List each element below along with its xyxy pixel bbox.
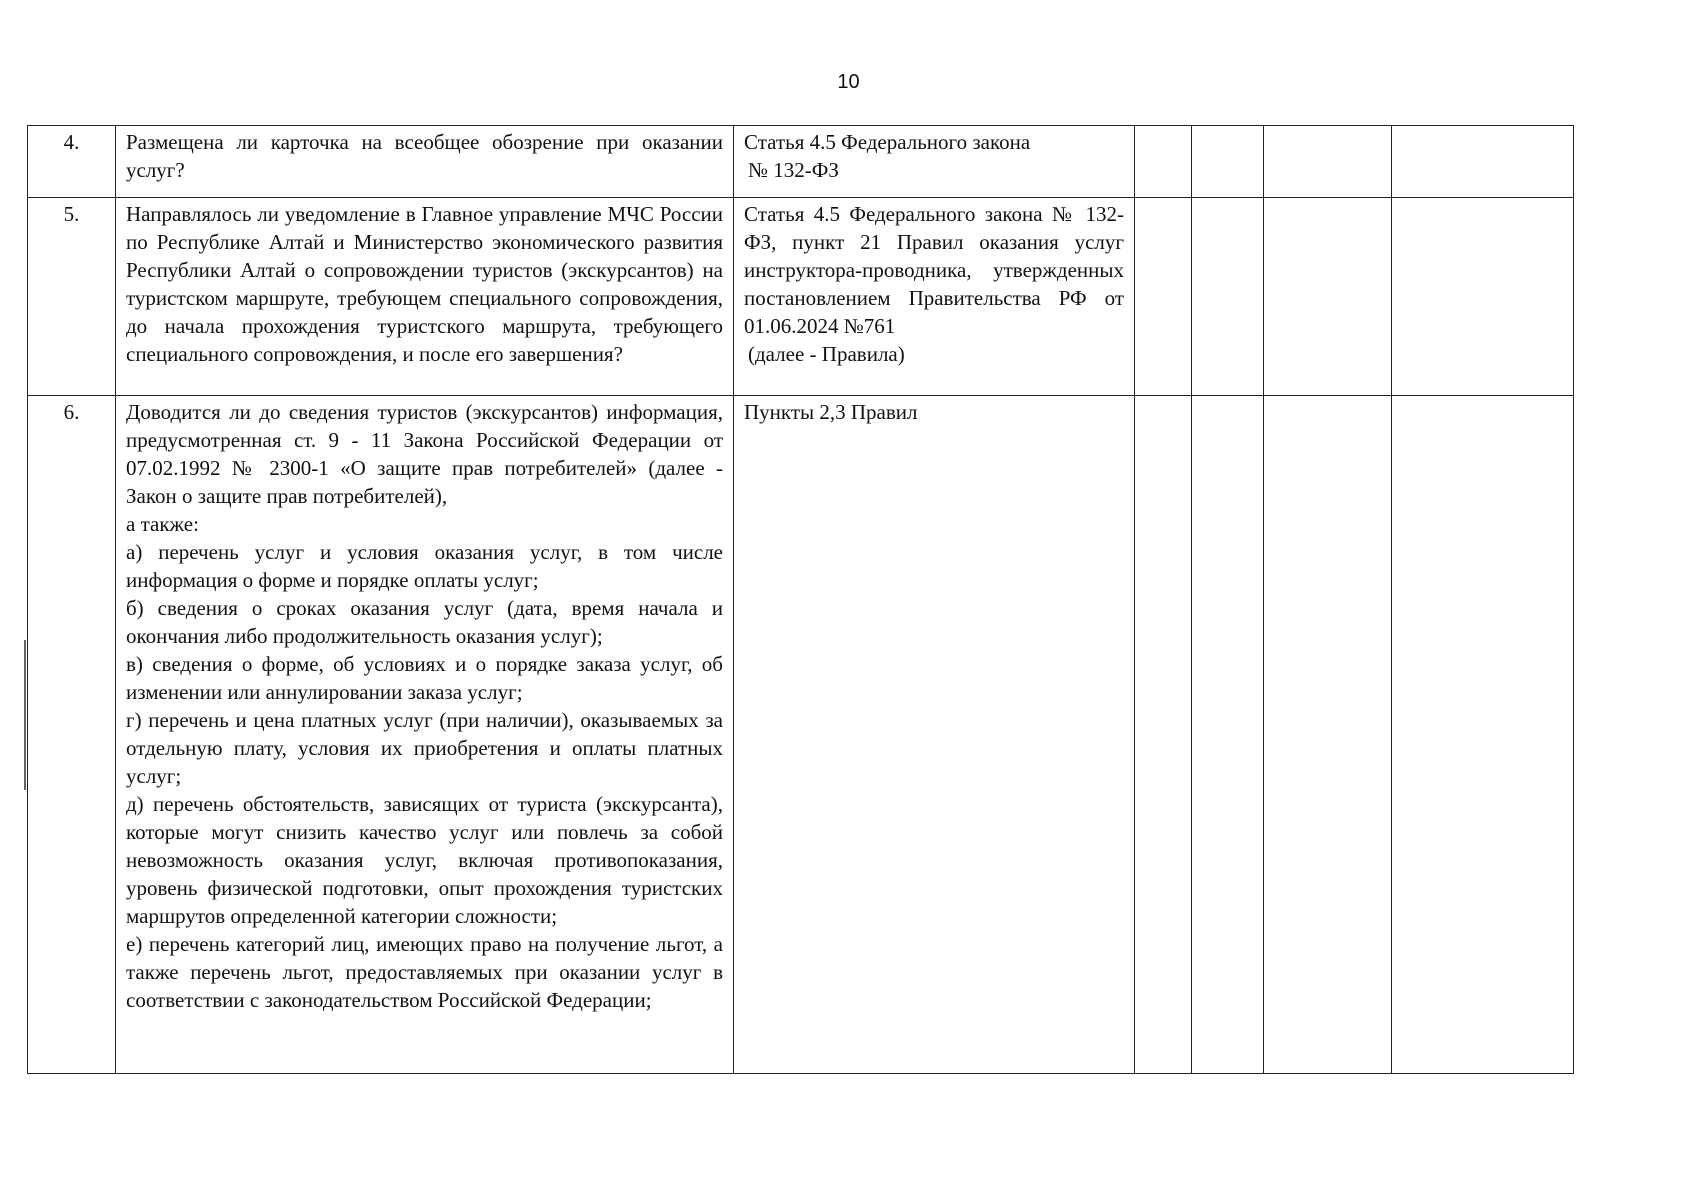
empty-cell [1135, 396, 1192, 1074]
row-number: 5. [28, 198, 116, 396]
row-number: 6. [28, 396, 116, 1074]
legal-basis-text: № 132-ФЗ [748, 158, 839, 182]
legal-basis-text: Статья 4.5 Федерального закона № 132-ФЗ, пункт 21 Правил оказания услуг инструктора-проводника, утвержденных постановлением Правительства РФ от 01.06.2024 №761 [744, 202, 1124, 338]
question-item-d: г) перечень и цена платных услуг (при наличии), оказываемых за отдельную плату, условия их приобретения и оплаты платных услуг; [126, 708, 723, 788]
empty-cell [1135, 126, 1192, 198]
table-row [28, 396, 1574, 1074]
question-item-a: а) перечень услуг и условия оказания услуг, в том числе информация о форме и порядке оплаты услуг; [126, 540, 723, 592]
question-item-b: б) сведения о сроках оказания услуг (дата, время начала и окончания либо продолжительность оказания услуг); [126, 596, 723, 648]
empty-cell [1392, 198, 1574, 396]
row-number: 4. [28, 126, 116, 198]
question-item-c: в) сведения о форме, об условиях и о порядке заказа услуг, об изменении или аннулировании заказа услуг; [126, 652, 723, 704]
legal-basis-cell [734, 126, 1135, 198]
question-cell [116, 126, 734, 198]
scan-margin-mark [24, 640, 26, 790]
legal-basis-cell [734, 396, 1135, 1074]
empty-cell [1392, 396, 1574, 1074]
question-text: Размещена ли карточка на всеобщее обозрение при оказании услуг? [126, 130, 723, 182]
table-row [28, 126, 1574, 198]
question-item-e: д) перечень обстоятельств, зависящих от туриста (экскурсанта), которые могут снизить качество услуг или повлечь за собой невозможность оказания услуг, включая противопоказания, уровень физической подготовки, опыт прохождения туристских маршрутов определенной категории сложности; [126, 792, 723, 928]
question-cell [116, 198, 734, 396]
empty-cell [1264, 396, 1392, 1074]
legal-basis-text: Пункты 2,3 Правил [744, 400, 918, 424]
empty-cell [1264, 126, 1392, 198]
question-text: Доводится ли до сведения туристов (экскурсантов) информация, предусмотренная ст. 9 - 11 Закона Российской Федерации от 07.02.1992 № 2300-1 «О защите прав потребителей» (далее - Закон о защите прав потребителей), [126, 400, 723, 508]
empty-cell [1192, 198, 1264, 396]
checklist-table [27, 125, 1574, 1074]
legal-basis-cell [734, 198, 1135, 396]
legal-basis-text: Статья 4.5 Федерального закона [744, 130, 1031, 154]
empty-cell [1192, 396, 1264, 1074]
legal-basis-text: (далее - Правила) [748, 342, 905, 366]
empty-cell [1264, 198, 1392, 396]
empty-cell [1135, 198, 1192, 396]
table-row [28, 198, 1574, 396]
empty-cell [1192, 126, 1264, 198]
question-text: а также: [126, 512, 199, 536]
question-cell [116, 396, 734, 1074]
question-text: Направлялось ли уведомление в Главное управление МЧС России по Республике Алтай и Министерство экономического развития Республики Алтай о сопровождении туристов (экскурсантов) на туристском маршруте, требующем специального сопровождения, до начала прохождения туристского маршрута, требующего специального сопровождения, и после его завершения? [126, 202, 723, 366]
question-item-f: е) перечень категорий лиц, имеющих право на получение льгот, а также перечень льгот, предоставляемых при оказании услуг в соответствии с законодательством Российской Федерации; [126, 932, 723, 1012]
page-number: 10 [837, 71, 860, 93]
empty-cell [1392, 126, 1574, 198]
